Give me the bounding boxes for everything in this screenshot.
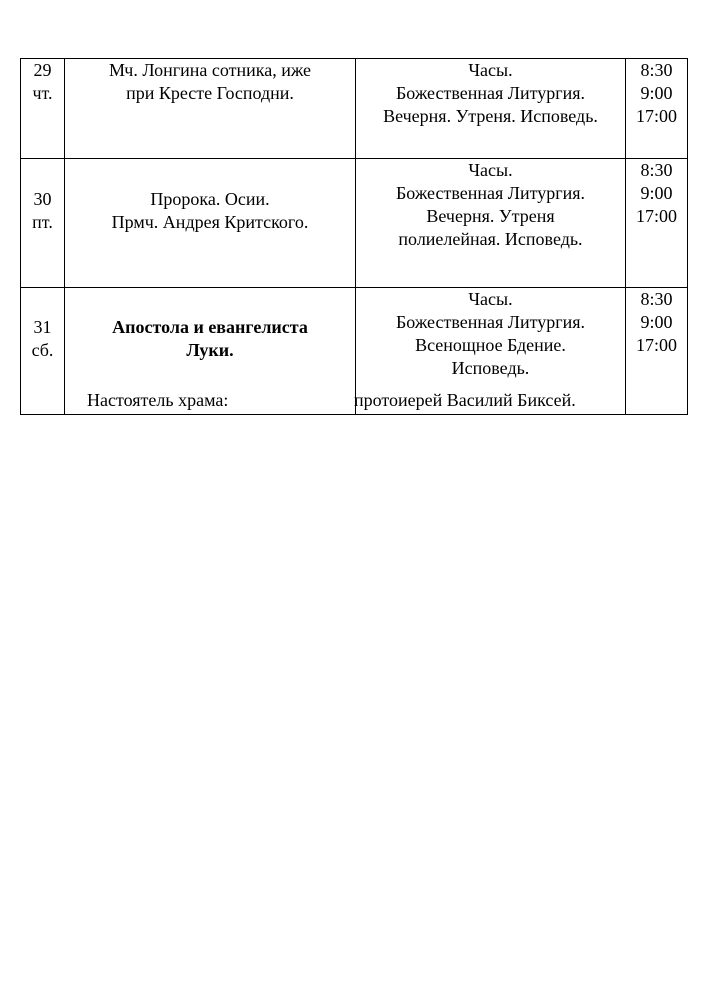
time-value: 8:30 (640, 160, 673, 180)
feast-cell (65, 159, 356, 288)
rector-label: Настоятель храма: (87, 390, 229, 410)
service-line: Всенощное Бдение. (415, 335, 566, 355)
time-value: 9:00 (640, 312, 673, 332)
time-value: 17:00 (635, 335, 677, 355)
services-cell (356, 59, 626, 159)
service-line: Исповедь. (451, 358, 530, 378)
service-line: Божественная Литургия. (395, 312, 586, 332)
time-value: 17:00 (635, 206, 677, 226)
feast-line: при Кресте Господни. (126, 83, 294, 103)
service-line: Вечерня. Утреня (426, 206, 555, 226)
date-cell (21, 159, 65, 288)
schedule-table (20, 58, 688, 415)
date-cell (21, 59, 65, 159)
table-row (21, 159, 688, 288)
service-line: Часы. (468, 160, 513, 180)
time-value: 17:00 (635, 106, 677, 126)
service-line: Вечерня. Утреня. Исповедь. (383, 106, 598, 126)
time-value: 8:30 (640, 60, 673, 80)
weekday: пт. (32, 212, 53, 232)
times-cell (626, 59, 688, 159)
time-value: 9:00 (640, 183, 673, 203)
service-line: полиелейная. Исповедь. (398, 229, 583, 249)
times-cell (626, 159, 688, 288)
feast-line: Пророка. Осии. (150, 189, 270, 209)
weekday: сб. (31, 340, 54, 360)
weekday: чт. (32, 83, 53, 103)
time-value: 9:00 (640, 83, 673, 103)
service-line: Часы. (468, 289, 513, 309)
feast-line: Прмч. Андрея Критского. (111, 212, 309, 232)
service-line: Божественная Литургия. (395, 83, 586, 103)
feast-line: Апостола и евангелиста (112, 317, 308, 337)
feast-line: Мч. Лонгина сотника, иже (108, 60, 312, 80)
day-number: 29 (33, 60, 52, 80)
time-value: 8:30 (640, 289, 673, 309)
rector-name: протоиерей Василий Биксей. (354, 390, 576, 410)
signature-line (0, 388, 707, 412)
table-row (21, 59, 688, 159)
feast-line: Луки. (186, 340, 234, 360)
day-number: 30 (33, 189, 52, 209)
service-line: Божественная Литургия. (395, 183, 586, 203)
service-line: Часы. (468, 60, 513, 80)
services-cell (356, 159, 626, 288)
feast-cell (65, 59, 356, 159)
day-number: 31 (33, 317, 52, 337)
